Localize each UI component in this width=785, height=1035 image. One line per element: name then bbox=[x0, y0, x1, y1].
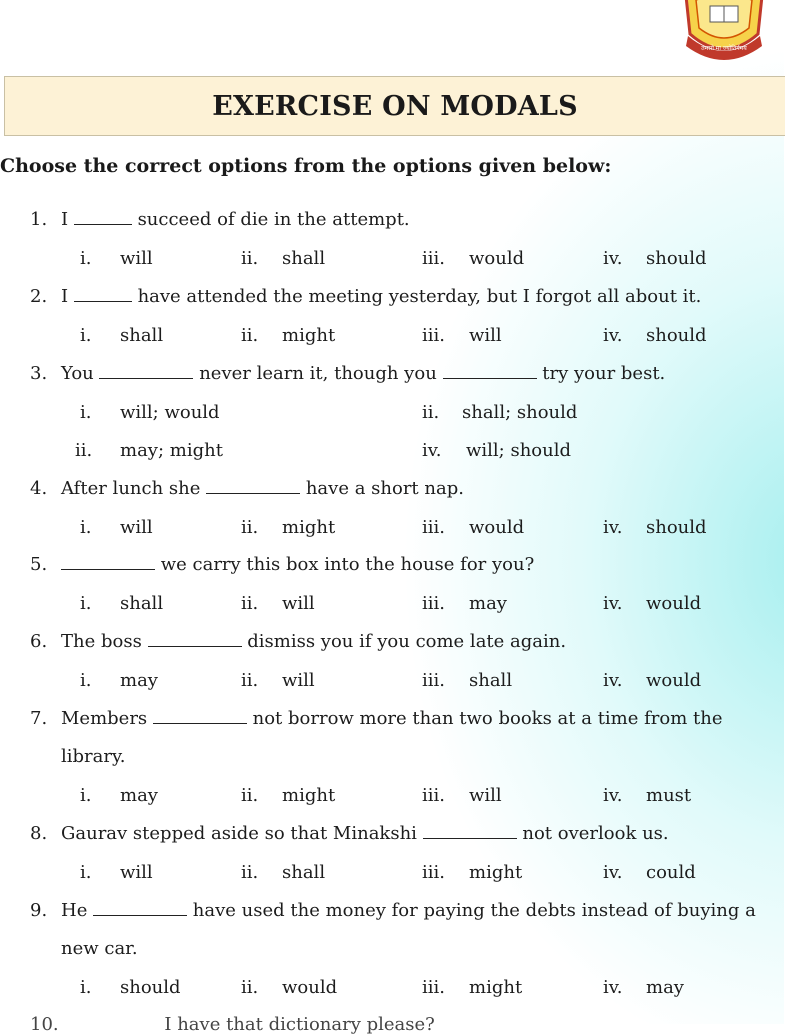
option-numeral: iv. bbox=[603, 977, 623, 998]
option-text: must bbox=[646, 785, 692, 806]
answer-blank[interactable] bbox=[423, 822, 517, 839]
question-text: Members not borrow more than two books at a time from the bbox=[61, 708, 723, 729]
option-text: would bbox=[646, 670, 702, 691]
question-text-continued: new car. bbox=[61, 938, 138, 959]
option-numeral: ii. bbox=[241, 248, 259, 269]
option-text: would bbox=[282, 977, 338, 998]
option-text: might bbox=[282, 517, 336, 538]
option-numeral: ii. bbox=[422, 402, 440, 423]
question-number: 4. bbox=[30, 478, 48, 499]
option-text: will bbox=[120, 862, 153, 883]
question-text: After lunch she have a short nap. bbox=[61, 478, 464, 499]
option-text: will; should bbox=[466, 440, 572, 461]
option-text: will bbox=[282, 670, 315, 691]
option-numeral: iv. bbox=[603, 517, 623, 538]
option-text: should bbox=[646, 325, 707, 346]
option-numeral: iv. bbox=[603, 785, 623, 806]
question-number: 8. bbox=[30, 823, 48, 844]
option-text: should bbox=[646, 248, 707, 269]
answer-blank[interactable] bbox=[99, 362, 193, 379]
school-emblem-icon bbox=[676, 0, 772, 64]
emblem-motto: तमसो मा ज्योतिर्गमय bbox=[701, 45, 747, 52]
answer-blank[interactable] bbox=[206, 477, 300, 494]
question-number: 7. bbox=[30, 708, 48, 729]
option-text: shall; should bbox=[462, 402, 578, 423]
answer-blank[interactable] bbox=[153, 707, 247, 724]
option-numeral: iv. bbox=[422, 440, 442, 461]
question-number: 6. bbox=[30, 631, 48, 652]
answer-blank[interactable] bbox=[93, 899, 187, 916]
option-numeral: ii. bbox=[241, 325, 259, 346]
question-text: I have that dictionary please? bbox=[164, 1014, 435, 1035]
question-number: 3. bbox=[30, 363, 48, 384]
option-text: would bbox=[469, 517, 525, 538]
option-text: may bbox=[120, 670, 158, 691]
option-text: might bbox=[282, 325, 336, 346]
option-numeral: ii. bbox=[241, 977, 259, 998]
option-numeral: i. bbox=[80, 862, 92, 883]
option-numeral: iv. bbox=[603, 862, 623, 883]
option-text: may bbox=[469, 593, 507, 614]
option-numeral: iii. bbox=[422, 248, 445, 269]
option-numeral: iii. bbox=[422, 593, 445, 614]
question-text-continued: library. bbox=[61, 746, 126, 767]
option-text: could bbox=[646, 862, 696, 883]
option-text: would bbox=[469, 248, 525, 269]
option-numeral: i. bbox=[80, 977, 92, 998]
option-numeral: iv. bbox=[603, 248, 623, 269]
answer-blank[interactable] bbox=[74, 285, 132, 302]
question-text: You never learn it, though you try your best. bbox=[61, 363, 666, 384]
option-text: may bbox=[646, 977, 684, 998]
option-numeral: ii. bbox=[241, 517, 259, 538]
option-text: might bbox=[469, 862, 523, 883]
option-text: may bbox=[120, 785, 158, 806]
option-numeral: iii. bbox=[422, 670, 445, 691]
option-numeral: i. bbox=[80, 593, 92, 614]
option-numeral: i. bbox=[80, 517, 92, 538]
option-numeral: i. bbox=[80, 325, 92, 346]
question-text: Gaurav stepped aside so that Minakshi not overlook us. bbox=[61, 823, 669, 844]
option-numeral: iii. bbox=[422, 977, 445, 998]
option-text: will bbox=[469, 325, 502, 346]
option-text: should bbox=[120, 977, 181, 998]
option-text: might bbox=[469, 977, 523, 998]
option-text: shall bbox=[120, 593, 164, 614]
option-text: may; might bbox=[120, 440, 223, 461]
question-text: I succeed of die in the attempt. bbox=[61, 209, 410, 230]
option-numeral: ii. bbox=[241, 670, 259, 691]
option-text: will bbox=[120, 517, 153, 538]
option-numeral: i. bbox=[80, 670, 92, 691]
question-text: The boss dismiss you if you come late again. bbox=[61, 631, 567, 652]
option-text: will bbox=[469, 785, 502, 806]
option-numeral: iv. bbox=[603, 670, 623, 691]
option-numeral: iv. bbox=[603, 325, 623, 346]
question-number: 2. bbox=[30, 286, 48, 307]
option-numeral: i. bbox=[80, 248, 92, 269]
question-text: He have used the money for paying the debts instead of buying a bbox=[61, 900, 756, 921]
option-text: should bbox=[646, 517, 707, 538]
option-numeral: i. bbox=[80, 402, 92, 423]
option-numeral: i. bbox=[80, 785, 92, 806]
option-text: shall bbox=[282, 248, 326, 269]
option-numeral: iii. bbox=[422, 325, 445, 346]
answer-blank[interactable] bbox=[74, 208, 132, 225]
option-text: will bbox=[282, 593, 315, 614]
option-text: will bbox=[120, 248, 153, 269]
cutoff-question-10 bbox=[30, 1014, 435, 1035]
question-number: 1. bbox=[30, 209, 48, 230]
instruction-text: Choose the correct options from the options given below: bbox=[0, 155, 612, 177]
option-text: shall bbox=[282, 862, 326, 883]
question-number: 9. bbox=[30, 900, 48, 921]
option-numeral: iii. bbox=[422, 862, 445, 883]
option-numeral: ii. bbox=[75, 440, 93, 461]
page-title: EXERCISE ON MODALS bbox=[212, 90, 578, 122]
option-text: shall bbox=[469, 670, 513, 691]
question-number: 10. bbox=[30, 1014, 59, 1035]
option-numeral: iii. bbox=[422, 517, 445, 538]
option-text: might bbox=[282, 785, 336, 806]
answer-blank[interactable] bbox=[443, 362, 537, 379]
option-text: will; would bbox=[120, 402, 220, 423]
option-numeral: ii. bbox=[241, 862, 259, 883]
answer-blank[interactable] bbox=[61, 553, 155, 570]
question-text: I have attended the meeting yesterday, but I forgot all about it. bbox=[61, 286, 702, 307]
option-text: would bbox=[646, 593, 702, 614]
question-text: we carry this box into the house for you? bbox=[61, 553, 534, 577]
option-numeral: ii. bbox=[241, 785, 259, 806]
question-number: 5. bbox=[30, 554, 48, 575]
answer-blank[interactable] bbox=[148, 630, 242, 647]
option-numeral: iii. bbox=[422, 785, 445, 806]
option-numeral: ii. bbox=[241, 593, 259, 614]
title-banner bbox=[4, 76, 785, 136]
option-numeral: iv. bbox=[603, 593, 623, 614]
option-text: shall bbox=[120, 325, 164, 346]
